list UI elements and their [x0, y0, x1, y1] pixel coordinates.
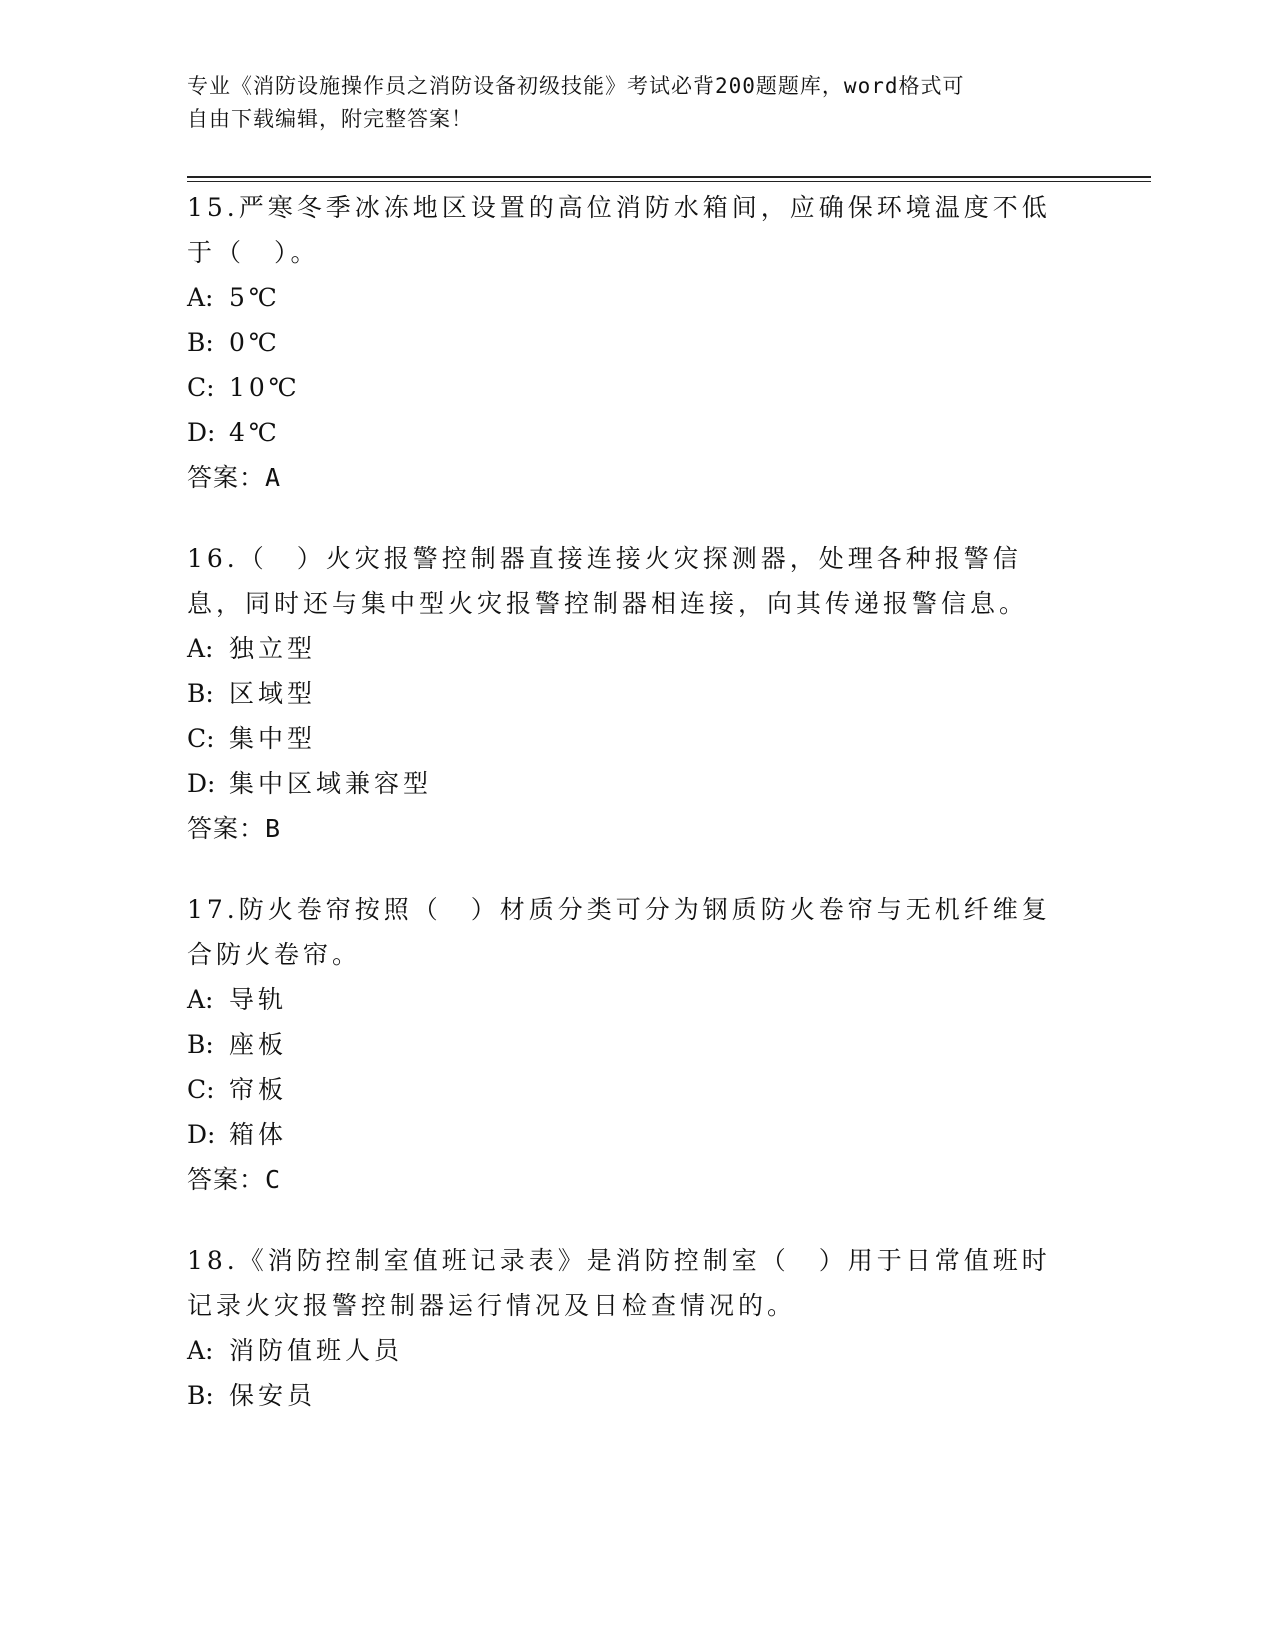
option-a	[187, 977, 1077, 1022]
question-15	[187, 185, 1077, 500]
option-b	[187, 671, 1077, 716]
option-c	[187, 1067, 1077, 1112]
option-key: A:	[187, 1336, 214, 1365]
option-key: B:	[187, 1030, 214, 1059]
option-d	[187, 410, 1077, 455]
option-text: 独立型	[229, 634, 317, 663]
answer-line: 答案：B	[187, 814, 282, 843]
option-text: 消防值班人员	[229, 1336, 404, 1365]
option-text: 集中区域兼容型	[229, 769, 433, 798]
header-divider-thin	[187, 181, 1151, 182]
option-a	[187, 626, 1077, 671]
header-line-2: 自由下载编辑，附完整答案！	[187, 107, 473, 131]
option-key: A:	[187, 283, 214, 312]
option-a	[187, 275, 1077, 320]
question-stem: 15.严寒冬季冰冻地区设置的高位消防水箱间，应确保环境温度不低于（ ）。	[187, 193, 1051, 267]
option-key: B:	[187, 679, 214, 708]
option-b	[187, 320, 1077, 365]
header-line-1: 专业《消防设施操作员之消防设备初级技能》考试必背200题题库，word格式可	[187, 74, 965, 98]
option-text: 4℃	[229, 418, 281, 447]
question-16	[187, 536, 1077, 851]
answer-line: 答案：C	[187, 1165, 282, 1194]
option-text: 5℃	[229, 283, 281, 312]
option-key: D:	[187, 418, 216, 447]
option-key: D:	[187, 769, 216, 798]
option-d	[187, 1112, 1077, 1157]
header-divider	[187, 176, 1151, 178]
question-stem: 17.防火卷帘按照（ ）材质分类可分为钢质防火卷帘与无机纤维复合防火卷帘。	[187, 895, 1051, 969]
option-c	[187, 365, 1077, 410]
option-text: 导轨	[229, 985, 288, 1014]
option-d	[187, 761, 1077, 806]
question-18	[187, 1238, 1077, 1418]
answer-line: 答案：A	[187, 463, 282, 492]
option-key: C:	[187, 373, 215, 402]
option-key: B:	[187, 328, 214, 357]
document-header	[187, 70, 1087, 136]
option-b	[187, 1373, 1077, 1418]
option-text: 保安员	[229, 1381, 317, 1410]
option-key: B:	[187, 1381, 214, 1410]
option-text: 座板	[229, 1030, 288, 1059]
option-text: 帘板	[229, 1075, 288, 1104]
option-text: 集中型	[229, 724, 317, 753]
question-list	[187, 185, 1077, 1454]
option-text: 区域型	[229, 679, 317, 708]
option-text: 0℃	[229, 328, 281, 357]
option-b	[187, 1022, 1077, 1067]
option-text: 箱体	[229, 1120, 288, 1149]
option-text: 10℃	[229, 373, 301, 402]
option-a	[187, 1328, 1077, 1373]
option-key: C:	[187, 724, 215, 753]
option-key: A:	[187, 634, 214, 663]
question-17	[187, 887, 1077, 1202]
option-key: C:	[187, 1075, 215, 1104]
question-stem: 16.（ ）火灾报警控制器直接连接火灾探测器，处理各种报警信息，同时还与集中型火灾报警控制器相连接，向其传递报警信息。	[187, 544, 1029, 618]
option-c	[187, 716, 1077, 761]
option-key: D:	[187, 1120, 216, 1149]
option-key: A:	[187, 985, 214, 1014]
question-stem: 18.《消防控制室值班记录表》是消防控制室（ ）用于日常值班时记录火灾报警控制器运行情况及日检查情况的。	[187, 1246, 1051, 1320]
